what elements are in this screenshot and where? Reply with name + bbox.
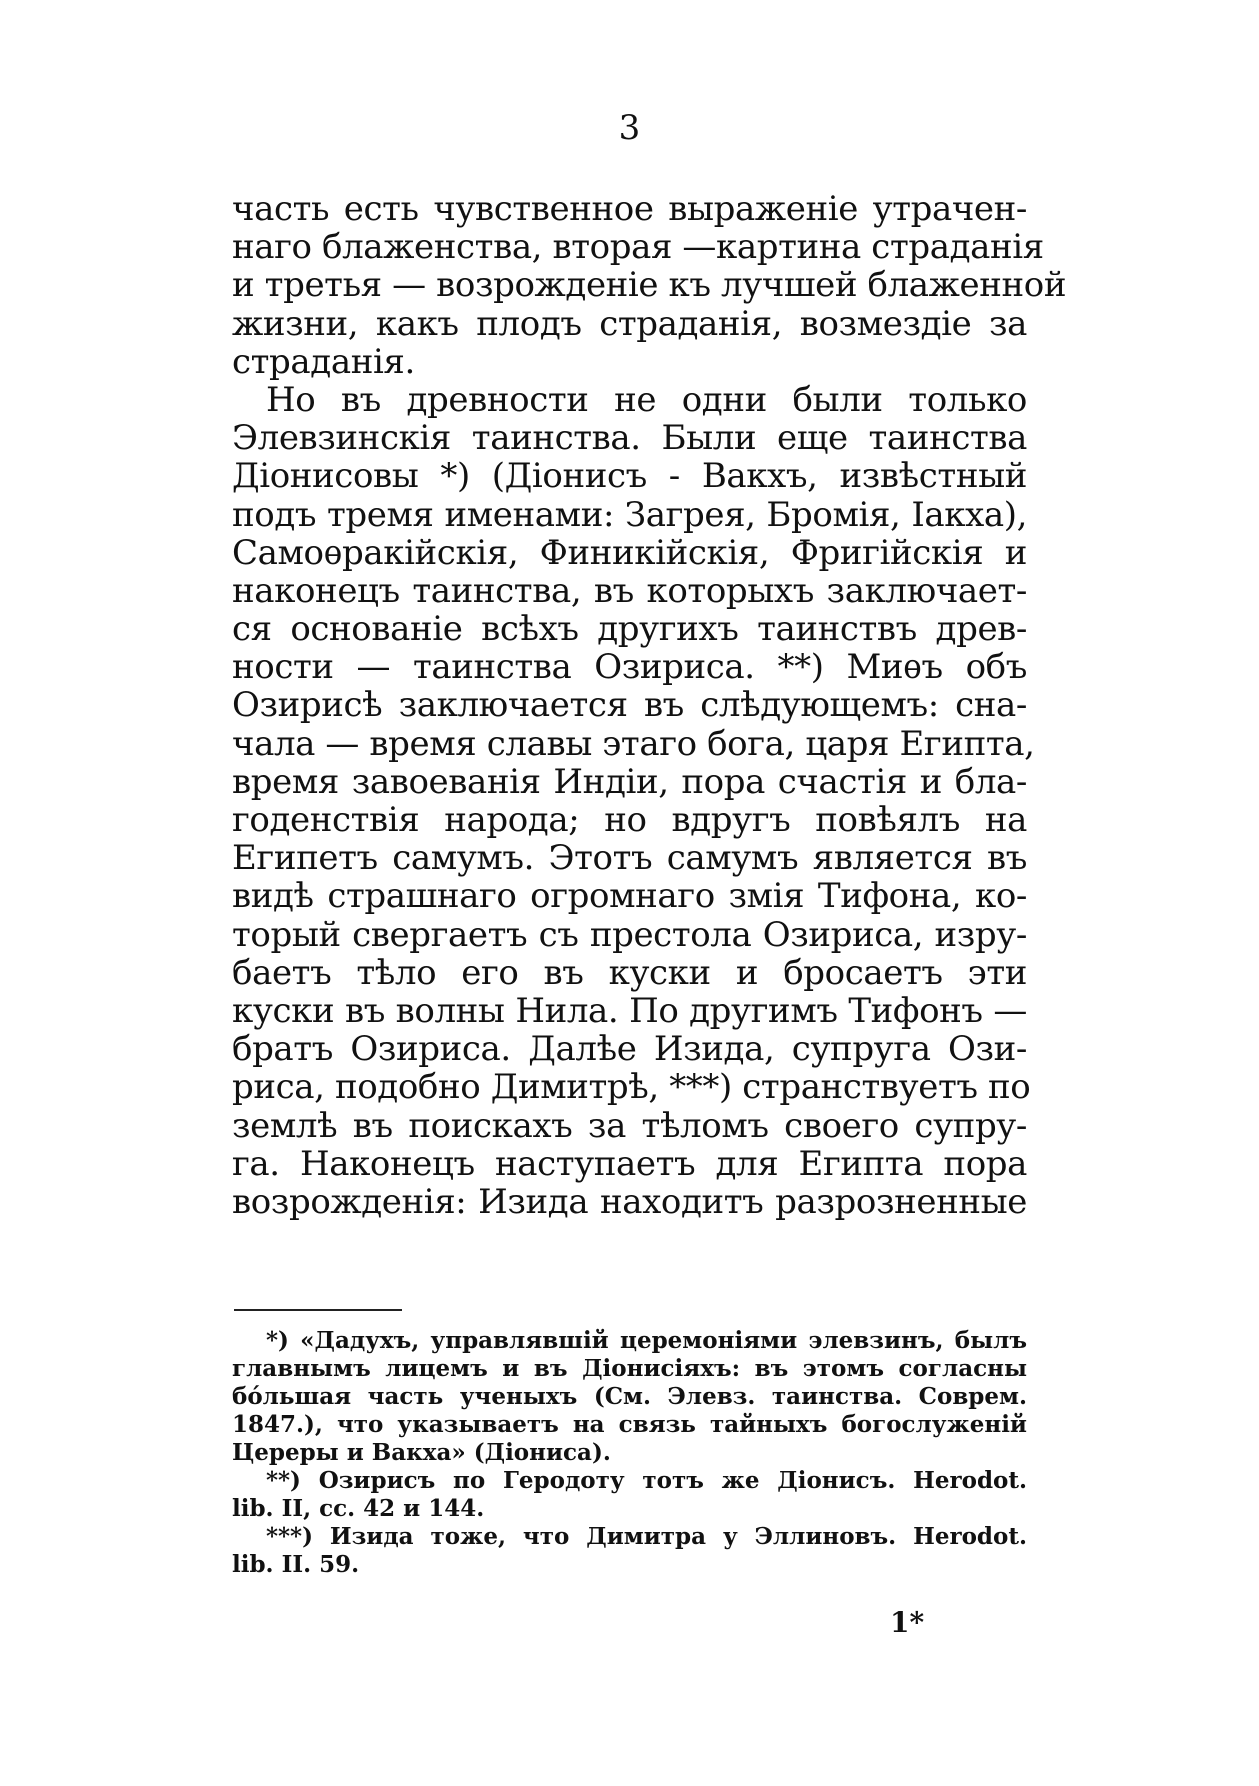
body-line: наго блаженства, вторая —картина страданія: [232, 227, 1044, 268]
footnote-line: *) «Дадухъ, управлявшій церемоніями элевзинъ, былъ: [266, 1327, 1027, 1354]
body-line: видѣ страшнаго огромнаго змія Тифона, ко-: [232, 876, 1027, 917]
body-line: баетъ тѣло его въ куски и бросаетъ эти: [232, 952, 1027, 993]
page-number: 3: [618, 108, 641, 148]
body-line: Діонисовы *) (Діонисъ - Вакхъ, извѣстный: [232, 456, 1027, 497]
body-line: время завоеванія Индіи, пора счастія и бла-: [232, 761, 1027, 802]
body-line: Самоѳракійскія, Финикійскія, Фригійскія и: [232, 532, 1027, 573]
body-line: ся основаніе всѣхъ другихъ таинствъ древ-: [232, 609, 1027, 650]
footnote-line: lib. II, cc. 42 и 144.: [232, 1495, 485, 1522]
body-line: страданія.: [232, 341, 415, 382]
footnote-line: 1847.), что указываетъ на связь тайныхъ богослуженій: [232, 1411, 1027, 1438]
body-line: годенствія народа; но вдругъ повѣялъ на: [232, 800, 1027, 840]
body-line: землѣ въ поискахъ за тѣломъ своего супру-: [232, 1105, 1027, 1146]
body-line: возрожденія: Изида находитъ разрозненные: [232, 1181, 1027, 1222]
footnote-line: lib. II. 59.: [232, 1551, 360, 1578]
body-line: Но въ древности не одни были только: [266, 379, 1027, 420]
signature-mark: 1*: [890, 1606, 925, 1639]
body-line: подъ тремя именами: Загрея, Бромія, Іакха),: [232, 494, 1027, 535]
body-line: часть есть чувственное выраженіе утрачен-: [232, 189, 1027, 229]
footnote-line: ***) Изида тоже, что Димитра у Эллиновъ. Herodot.: [266, 1523, 1027, 1550]
body-line: чала — время славы этаго бога, царя Египта,: [232, 723, 1035, 764]
footnote-separator: [234, 1309, 402, 1311]
footnote-line: **) Озирисъ по Геродоту тотъ же Діонисъ. Herodot.: [266, 1467, 1027, 1494]
body-text: [232, 189, 1067, 1222]
body-line: Египетъ самумъ. Этотъ самумъ является въ: [232, 838, 1027, 879]
body-line: наконецъ таинства, въ которыхъ заключает-: [232, 570, 1027, 611]
body-line: торый свергаетъ съ престола Озириса, изру-: [232, 914, 1027, 955]
body-line: Элевзинскія таинства. Были еще таинства: [232, 418, 1027, 459]
footnote-line: Цереры и Вакха» (Діониса).: [232, 1439, 611, 1466]
body-line: Озирисѣ заключается въ слѣдующемъ: сна-: [232, 685, 1027, 726]
body-line: га. Наконецъ наступаетъ для Египта пора: [232, 1143, 1027, 1184]
footnotes: [232, 1327, 1027, 1579]
body-line: и третья — возрожденіе къ лучшей блаженной: [232, 265, 1067, 306]
body-line: риса, подобно Димитрѣ, ***) странствуетъ по: [232, 1067, 1031, 1108]
body-line: братъ Озириса. Далѣе Изида, супруга Ози-: [232, 1029, 1027, 1070]
body-line: жизни, какъ плодъ страданія, возмездіе за: [232, 303, 1027, 344]
body-line: ности — таинства Озириса. **) Миѳъ объ: [232, 647, 1027, 688]
footnote-line: бóльшая часть ученыхъ (См. Элевз. таинства. Соврем.: [232, 1383, 1027, 1410]
body-line: куски въ волны Нила. По другимъ Тифонъ —: [232, 990, 1027, 1031]
footnote-line: главнымъ лицемъ и въ Діонисіяхъ: въ этомъ согласны: [232, 1355, 1027, 1382]
